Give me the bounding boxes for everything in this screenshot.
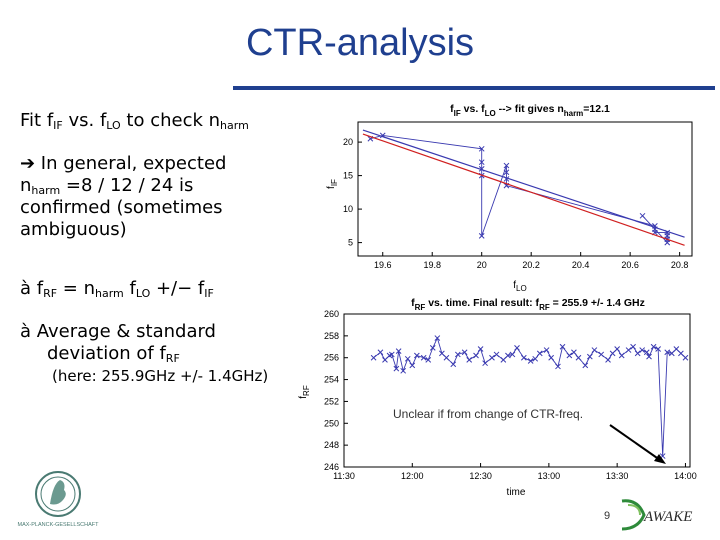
y-tick-label: 246	[323, 462, 339, 472]
svg-text:AWAKE: AWAKE	[644, 509, 693, 525]
data-point	[455, 352, 460, 357]
bullet-expected-line4: ambiguous)	[20, 219, 127, 240]
x-tick-label: 20.4	[571, 260, 590, 270]
data-point	[410, 363, 415, 368]
page-number: 9	[604, 510, 611, 522]
data-point	[544, 348, 549, 353]
data-point	[683, 355, 688, 360]
x-tick-label: 11:30	[333, 471, 355, 481]
data-point	[610, 351, 615, 356]
data-point	[571, 350, 576, 355]
x-tick-label: 13:30	[605, 471, 629, 481]
data-point	[414, 353, 419, 358]
plot2-xlabel: time	[506, 487, 526, 498]
data-point	[583, 363, 588, 368]
max-planck-logo	[8, 470, 118, 532]
data-point	[435, 336, 440, 341]
bullet-expected-line1: ➔ In general, expected	[20, 153, 227, 174]
plot1-title: $f_{IF}$ vs. $f_{LO}$ --> fit gives $n_{harm}=12.1$	[450, 103, 610, 118]
data-point	[631, 344, 636, 349]
data-point	[451, 362, 456, 367]
slide-title: CTR-analysis	[245, 22, 475, 64]
x-tick-label: 20.2	[522, 260, 540, 270]
bullet-formula: à $f_{RF} = n_{harm}$ $f_{LO}$ +/− $f_{IF}$	[20, 278, 214, 300]
data-point	[501, 357, 506, 362]
data-point	[615, 346, 620, 351]
plot2-title: $f_{RF}$ vs. time. Final result: $f_{RF} = 255.9$ +/- 1.4 GHz	[411, 297, 645, 312]
x-tick-label: 19.6	[373, 260, 392, 270]
data-point	[462, 350, 467, 355]
data-point	[592, 348, 597, 353]
y-tick-label: 256	[323, 352, 339, 363]
data-point	[478, 346, 483, 351]
x-tick-label: 14:00	[674, 471, 697, 481]
y-tick-label: 250	[323, 418, 339, 429]
bullet-average-line1: à Average & standard	[20, 321, 216, 342]
data-point	[587, 354, 592, 359]
fif-vs-flo-plot	[326, 98, 700, 300]
x-tick-label: 12:00	[401, 471, 424, 481]
data-point	[674, 346, 679, 351]
data-point	[576, 355, 581, 360]
y-tick-label: 248	[323, 440, 339, 451]
data-point	[521, 355, 526, 360]
plot-frame	[358, 122, 692, 256]
plot1-ylabel: $f_{IF}$	[326, 179, 339, 189]
data-point	[626, 348, 631, 353]
data-point	[382, 357, 387, 362]
fit-line	[363, 134, 685, 245]
annotation-arrow	[600, 418, 670, 468]
data-point	[606, 357, 611, 362]
data-point	[474, 353, 479, 358]
bullet-fit: Fit $f_{IF}$ vs. $f_{LO}$ to check $n_{harm}$	[20, 110, 249, 132]
data-point	[515, 345, 520, 350]
y-tick-label: 252	[323, 396, 339, 407]
y-tick-label: 258	[323, 330, 339, 341]
x-tick-label: 20	[476, 260, 487, 270]
plot1-xlabel: $f_{LO}$	[513, 280, 527, 293]
bullet-average-line3: (here: 255.9GHz +/- 1.4GHz)	[52, 367, 269, 385]
y-tick-label: 20	[342, 137, 353, 148]
y-tick-label: 15	[342, 170, 353, 181]
data-point	[483, 361, 488, 366]
data-point	[489, 355, 494, 360]
bullet-expected-line3: confirmed (sometimes	[20, 197, 223, 218]
bullet-expected	[20, 153, 226, 241]
annotation-unclear: Unclear if from change of CTR-freq.	[393, 407, 584, 421]
x-tick-label: 12:30	[469, 471, 492, 481]
bullet-average	[20, 321, 268, 387]
data-point	[430, 345, 435, 350]
data-point	[494, 352, 499, 357]
y-tick-label: 5	[347, 237, 353, 248]
data-point	[549, 355, 554, 360]
data-point	[619, 353, 624, 358]
bullet-average-line2: deviation of $f_{RF}$	[47, 343, 180, 365]
data-point	[467, 357, 472, 362]
title-underline	[233, 86, 715, 90]
svg-text:MAX-PLANCK-GESELLSCHAFT: MAX-PLANCK-GESELLSCHAFT	[17, 522, 99, 528]
data-point	[567, 353, 572, 358]
x-tick-label: 13:00	[537, 471, 561, 481]
bullet-expected-line2: $n_{harm} =8 / 12 / 24$ is	[20, 175, 194, 197]
data-point	[599, 352, 604, 357]
y-tick-label: 260	[323, 309, 339, 319]
y-tick-label: 10	[342, 204, 353, 215]
data-point	[439, 351, 444, 356]
data-point	[405, 356, 410, 361]
data-point	[371, 355, 376, 360]
x-tick-label: 20.8	[670, 260, 689, 270]
data-point	[537, 351, 542, 356]
y-tick-label: 254	[323, 374, 339, 385]
x-tick-label: 20.6	[621, 260, 639, 270]
frf-vs-time-plot	[298, 292, 710, 502]
plot2-ylabel: $f_{RF}$	[298, 385, 311, 399]
awake-logo	[618, 497, 718, 533]
x-tick-label: 19.8	[423, 260, 441, 270]
data-point	[640, 213, 645, 218]
data-point	[378, 350, 383, 355]
data-point	[678, 351, 683, 356]
fit-line	[363, 130, 685, 237]
data-point	[444, 355, 449, 360]
data-point	[635, 351, 640, 356]
